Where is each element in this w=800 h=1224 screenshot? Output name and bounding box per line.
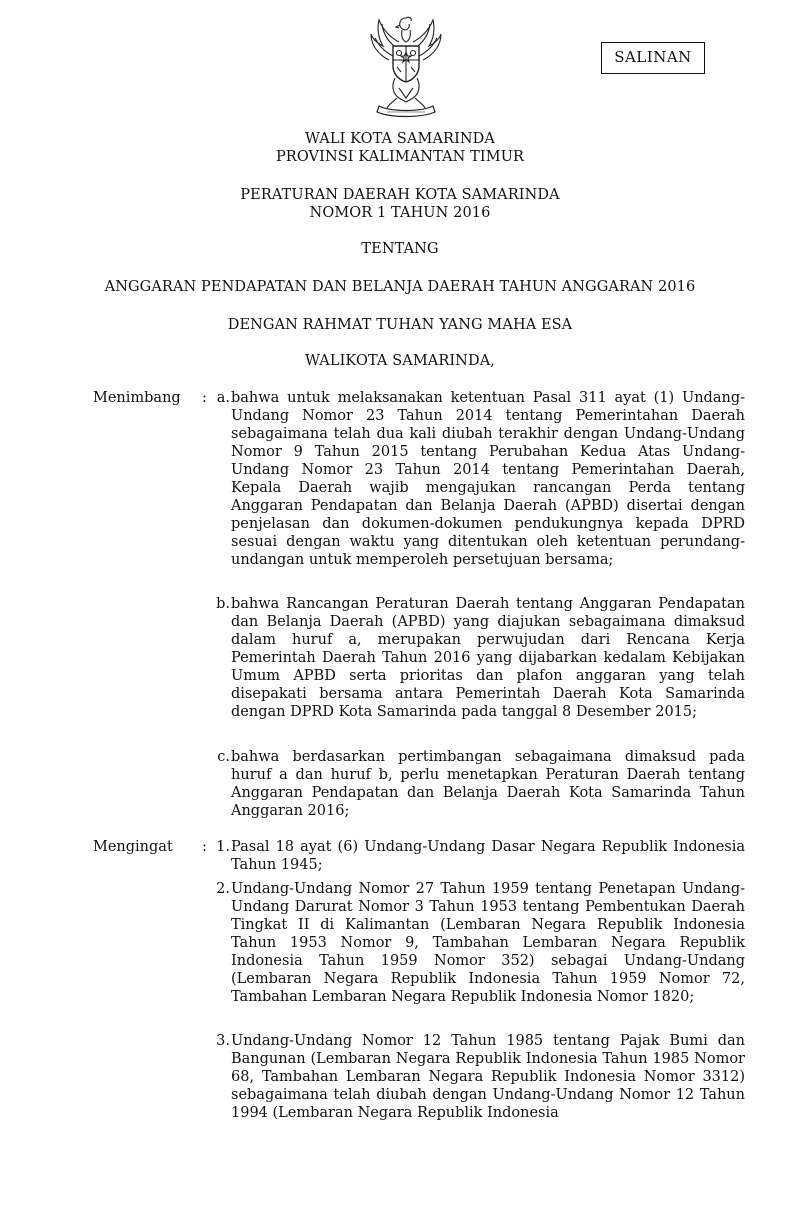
- regulation-number: NOMOR 1 TAHUN 2016: [309, 205, 491, 221]
- about-heading: TENTANG: [361, 241, 439, 257]
- invocation: DENGAN RAHMAT TUHAN YANG MAHA ESA: [227, 317, 573, 333]
- official-title: WALIKOTA SAMARINDA,: [305, 353, 495, 369]
- garuda-pancasila-icon: [361, 12, 451, 122]
- item-text: bahwa untuk melaksanakan ketentuan Pasal 311 ayat (1) Undang-Undang Nomor 23 Tahun 2014 tentang Pemerintahan Daerah sebagaimana telah dua kali diubah terakhir dengan Undang-Undang Nomor 9 Tahun 2015 tentang Perubahan Kedua Atas Undang-Undang Nomor 23 Tahun 2014 tentang Pemerintahan Daerah, Kepala Daerah wajib mengajukan rancangan Perda tentang Anggaran Pendapatan dan Belanja Daerah (APBD) disertai dengan penjelasan dan dokumen-dokumen pendukungnya kepada DPRD sesuai dengan waktu yang ditentukan oleh ketentuan perundang-undangan untuk memperoleh persetujuan bersama;: [231, 390, 745, 568]
- regulation-title: PERATURAN DAERAH KOTA SAMARINDA: [240, 187, 560, 203]
- item-marker: 2.: [216, 881, 230, 897]
- section-colon: :: [202, 839, 207, 855]
- copy-stamp: SALINAN: [601, 42, 705, 74]
- section-colon: :: [202, 390, 207, 406]
- issuer-province: PROVINSI KALIMANTAN TIMUR: [275, 149, 525, 165]
- regulation-subject: ANGGARAN PENDAPATAN DAN BELANJA DAERAH TAHUN ANGGARAN 2016: [104, 279, 696, 295]
- item-marker: 3.: [216, 1033, 230, 1049]
- item-text: bahwa Rancangan Peraturan Daerah tentang Anggaran Pendapatan dan Belanja Daerah (APBD) yang diajukan sebagaimana dimaksud dalam huruf a, merupakan perwujudan dari Rencana Kerja Pemerintah Daerah Tahun 2016 yang dijabarkan kedalam Kebijakan Umum APBD serta prioritas dan plafon anggaran yang telah disepakati bersama antara Pemerintah Daerah Kota Samarinda dengan DPRD Kota Samarinda pada tanggal 8 Desember 2015;: [231, 596, 745, 720]
- issuer-title: WALI KOTA SAMARINDA: [305, 131, 495, 147]
- item-marker: b.: [216, 596, 230, 612]
- item-marker: a.: [216, 390, 230, 406]
- item-text: Pasal 18 ayat (6) Undang-Undang Dasar Negara Republik Indonesia Tahun 1945;: [231, 839, 745, 873]
- section-label: Menimbang: [93, 390, 181, 406]
- item-text: Undang-Undang Nomor 12 Tahun 1985 tentang Pajak Bumi dan Bangunan (Lembaran Negara Republik Indonesia Tahun 1985 Nomor 68, Tambahan Lembaran Negara Republik Indonesia Nomor 3312) sebagaimana telah diubah dengan Undang-Undang Nomor 12 Tahun 1994 (Lembaran Negara Republik Indonesia: [231, 1033, 745, 1121]
- section-label: Mengingat: [93, 839, 173, 855]
- item-marker: 1.: [216, 839, 230, 855]
- item-text: bahwa berdasarkan pertimbangan sebagaimana dimaksud pada huruf a dan huruf b, perlu menetapkan Peraturan Daerah tentang Anggaran Pendapatan dan Belanja Daerah Kota Samarinda Tahun Anggaran 2016;: [231, 749, 745, 819]
- item-text: Undang-Undang Nomor 27 Tahun 1959 tentang Penetapan Undang-Undang Darurat Nomor 3 Tahun 1953 tentang Pembentukan Daerah Tingkat II di Kalimantan (Lembaran Negara Republik Indonesia Tahun 1953 Nomor 9, Tambahan Lembaran Negara Republik Indonesia Tahun 1959 Nomor 352) sebagai Undang-Undang (Lembaran Negara Republik Indonesia Tahun 1959 Nomor 72, Tambahan Lembaran Negara Republik Indonesia Nomor 1820;: [231, 881, 745, 1005]
- item-marker: c.: [217, 749, 230, 765]
